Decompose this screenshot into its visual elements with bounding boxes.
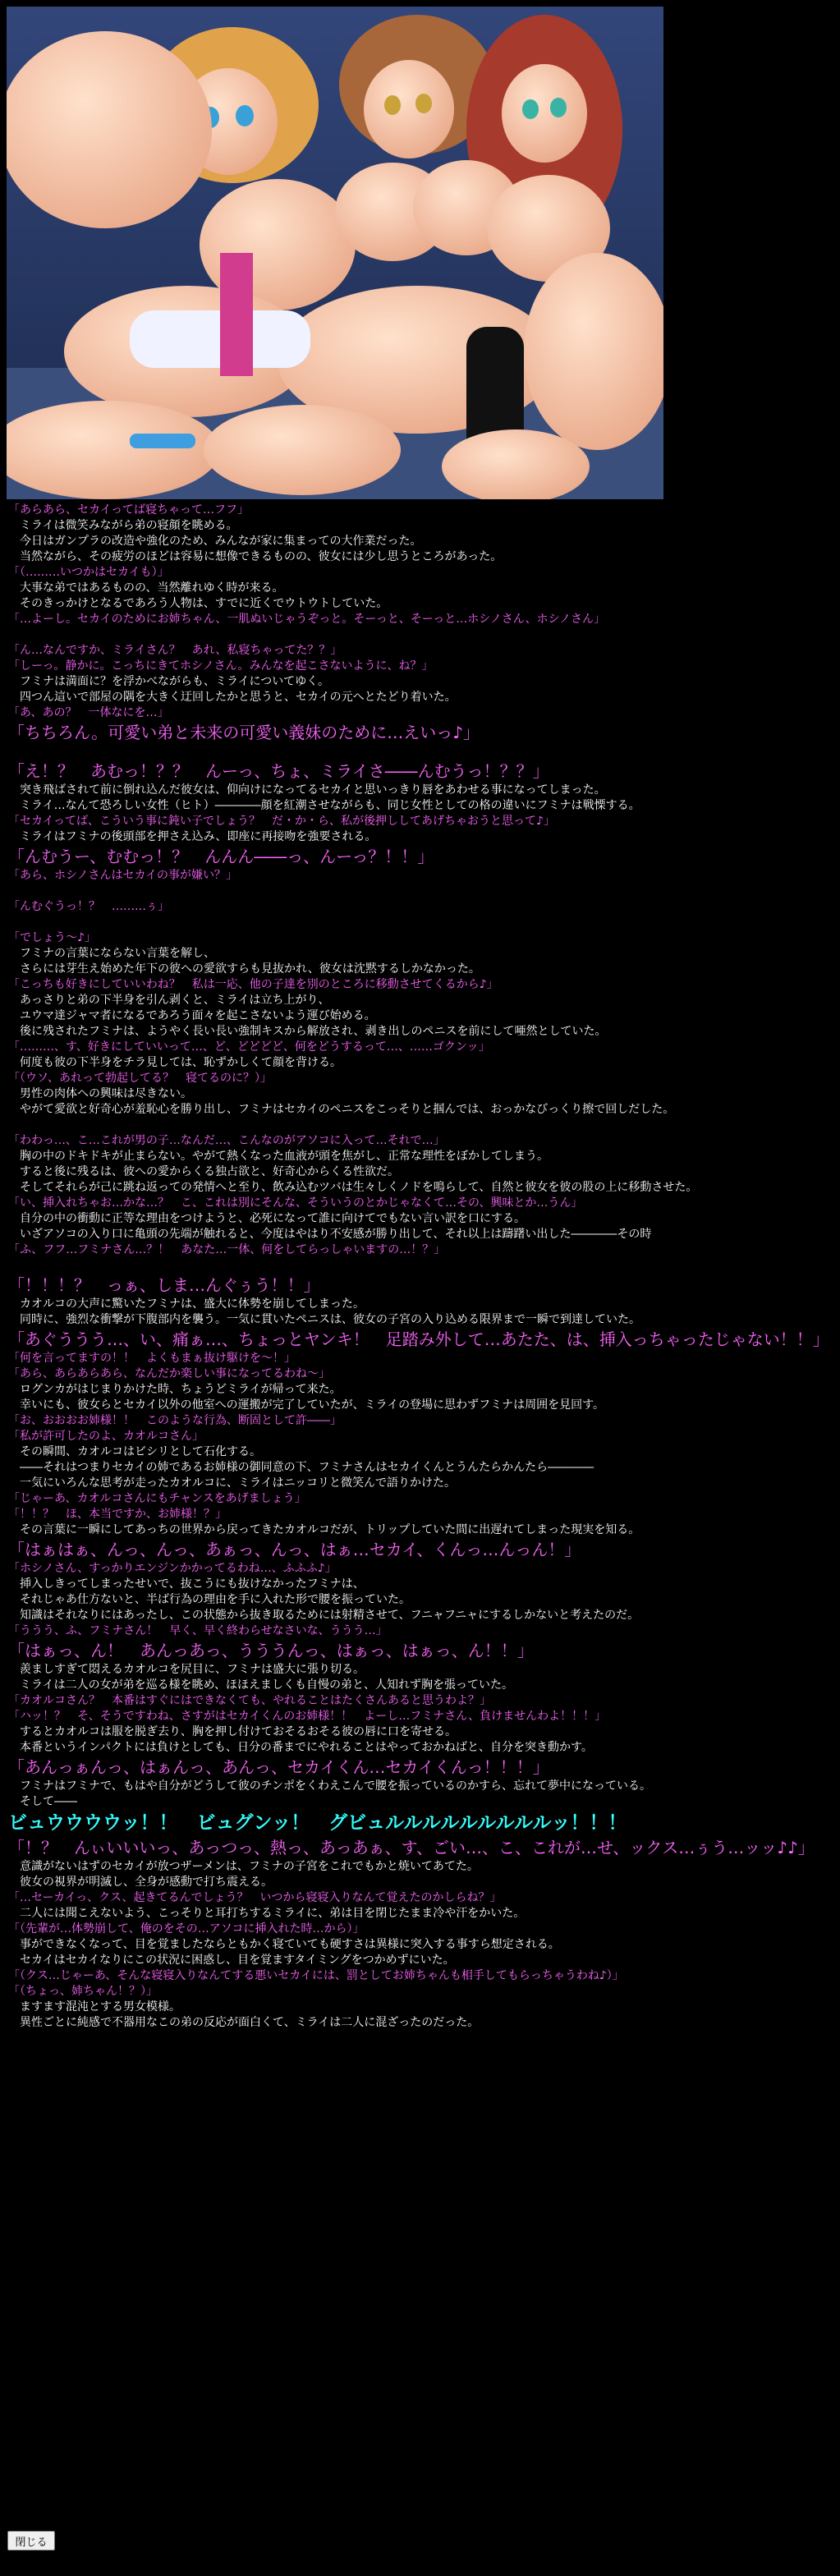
dialogue-line: 「あら、ホシノさんはセカイの事が嫌い？」 bbox=[8, 869, 238, 882]
paragraph-gap bbox=[8, 884, 833, 899]
narration-line: 二人には聞こえないよう、こっそりと耳打ちするミライに、弟は目を閉じたまま冷や汗をかいた。 bbox=[20, 1907, 526, 1920]
dialogue-line: 「！！！？ っぁ、しま…んぐぅう！！」 bbox=[8, 1275, 320, 1295]
narration-line: 羨ましすぎて悶えるカオルコを尻目に、フミナは盛大に張り切る。 bbox=[20, 1663, 365, 1676]
dialogue-line: 「あ、あの？ 一体なにを…」 bbox=[8, 706, 169, 719]
narration-line: あっさりと弟の下半身を引ん剥くと、ミライは立ち上がり、 bbox=[20, 994, 330, 1007]
dialogue-line: 「はぁはぁ、んっ、んっ、あぁっ、んっ、はぁ…セカイ、くんっ…んっん！」 bbox=[8, 1540, 581, 1559]
narration-line: その瞬間、カオルコはビシリとして石化する。 bbox=[20, 1445, 261, 1458]
dialogue-line: 「あらあら、セカイってば寝ちゃって…フフ」 bbox=[8, 503, 250, 517]
dialogue-line: 「こっちも好きにしていいわね？ 私は一応、他の子達を別のところに移動させてくるから♪」 bbox=[8, 978, 498, 991]
dialogue-line: 「セカイってば、こういう事に鈍い子でしょう？ だ・か・ら、私が後押ししてあげちゃおうと思って♪」 bbox=[8, 815, 555, 828]
dialogue-line: 「でしょう～♪」 bbox=[8, 931, 96, 944]
narration-line: するとカオルコは服を脱ぎ去り、胸を押し付けておそるおそる彼の唇に口を寄せる。 bbox=[20, 1725, 457, 1738]
paragraph-gap bbox=[8, 627, 833, 643]
dialogue-line: 「ちちろん。可愛い弟と未来の可愛い義妹のために…えいっ♪」 bbox=[8, 723, 480, 742]
narration-line: フミナの言葉にならない言葉を解し、 bbox=[20, 947, 215, 960]
dialogue-line: 「わわっ…、こ…これが男の子…なんだ…、こんなのがアソコに入って…それで…」 bbox=[8, 1134, 445, 1147]
dialogue-line: 「………、す、好きにしていいって…、ど、どどどど、何をどうするって…、……ゴクンッ」 bbox=[8, 1040, 490, 1054]
narration-line: ログンカがはじまりかけた時、ちょうどミライが帰って来た。 bbox=[20, 1383, 342, 1396]
narration-line: 今日はガンプラの改造や強化のため、みんなが家に集まっての大作業だった。 bbox=[20, 535, 422, 548]
narration-line: 当然ながら、その疲労のほどは容易に想像できるものの、彼女には少し思うところがあった。 bbox=[20, 550, 503, 563]
dialogue-line: 「お、おおおお姉様！！ このような行為、断固として許――」 bbox=[8, 1414, 342, 1427]
narration-line: 胸の中のドキドキが止まらない。やがて熱くなった血液が頭を焦がし、正常な理性をぼかしてしまう。 bbox=[20, 1150, 549, 1163]
dialogue-line: 「！？ んぃいいいっ、あっつっ、熱っ、あっあぁ、す、ごい…、こ、これが…せ、ックス…ぅう…ッッ♪♪」 bbox=[8, 1838, 815, 1857]
narration-line: ますます混沌とする男女模様。 bbox=[20, 2000, 181, 2014]
event-cg-image bbox=[7, 7, 663, 499]
narration-line: そしてそれらが己に跳ね返っての発情へと至り、飲み込むツバは生々しくノドを鳴らして、自然と彼女を彼の股の上に移動させた。 bbox=[20, 1181, 698, 1194]
dialogue-line: 「（クス…じゃーあ、そんな寝寝入りなんてする悪いセカイには、罰としてお姉ちゃんも相手してもらっちゃうわね♪）」 bbox=[8, 1969, 624, 1982]
dialogue-line: 「私が許可したのよ、カオルコさん」 bbox=[8, 1430, 204, 1443]
dialogue-line: 「あんっぁんっ、はぁんっ、あんっ、セカイくん…セカイくんっ！！！」 bbox=[8, 1757, 549, 1777]
narration-line: 幸いにも、彼女らとセカイ以外の他室への運搬が完了していたが、ミライの登場に思わずフミナは周囲を見回す。 bbox=[20, 1398, 605, 1412]
narration-line: 四つん這いで部屋の隅を大きく迂回したかと思うと、セカイの元へとたどり着いた。 bbox=[20, 691, 457, 704]
narration-line: それじゃあ仕方ないと、半ば行為の理由を手に入れた形で腰を振っていた。 bbox=[20, 1593, 411, 1606]
narration-line: 異性ごとに純感で不器用なこの弟の反応が面白くて、ミライは二人に混ざったのだった。 bbox=[20, 2016, 480, 2029]
narration-line: 大事な弟ではあるものの、当然離れゆく時が来る。 bbox=[20, 581, 284, 595]
dialogue-line: 「あら、あらあらあら、なんだか楽しい事になってるわね～」 bbox=[8, 1367, 330, 1380]
dialogue-line: 「はぁっ、ん！ あんっあっ、うううんっ、はぁっ、はぁっ、ん！！」 bbox=[8, 1641, 534, 1660]
dialogue-line: 「（ちょっ、姉ちゃん！？）」 bbox=[8, 1985, 158, 1998]
narration-line: 一気にいろんな思考が走ったカオルコに、ミライはニッコリと微笑んで語りかけた。 bbox=[20, 1476, 457, 1490]
narration-line: すると後に残るは、彼への愛からくる独占欲と、好奇心からくる性欲だ。 bbox=[20, 1165, 399, 1178]
paragraph-gap bbox=[8, 915, 833, 930]
dialogue-line: 「え！？ あむっ！？？ んーっ、ちょ、ミライさ――んむうっ！？？」 bbox=[8, 761, 549, 781]
narration-line: 突き飛ばされて前に倒れ込んだ彼女は、仰向けになってるセカイと思いっきり唇をあわせる事になってしまった。 bbox=[20, 783, 606, 797]
narration-line: そのきっかけとなるであろう人物は、すでに近くでウトウトしていた。 bbox=[20, 597, 388, 610]
dialogue-line: 「い、挿入れちゃお…かな…？ こ、これは別にそんな、そういうのとかじゃなくて…その、興味とか…うん」 bbox=[8, 1196, 583, 1210]
dialogue-line: 「ふ、フフ…フミナさん…？！ あなた…一体、何をしてらっしゃいますの…！？」 bbox=[8, 1243, 446, 1256]
dialogue-line: 「…よーし。セカイのためにお姉ちゃん、一肌ぬいじゃうぞっと。そーっと、そーっと…ホシノさん、ホシノさん」 bbox=[8, 613, 606, 626]
dialogue-line: 「（………いつかはセカイも）」 bbox=[8, 566, 169, 579]
narration-line: 男性の肉体への興味は尽きない。 bbox=[20, 1087, 192, 1100]
dialogue-line: ビュウウウウッ！！ ビュグンッ！ グビュルルルルルルルルルッ！！！ bbox=[8, 1812, 627, 1834]
dialogue-line: 「何を言ってますの！！ よくもまぁ抜け駆けを～！」 bbox=[8, 1352, 296, 1365]
paragraph-gap bbox=[8, 1258, 833, 1274]
narration-line: ――それはつまりセカイの姉であるお姉様の御同意の下、フミナさんはセカイくんとうんたらかんたら―――― bbox=[20, 1461, 594, 1474]
narration-line: ミライはフミナの後頭部を押さえ込み、即座に再接吻を強要される。 bbox=[20, 830, 377, 843]
dialogue-line: 「じゃーあ、カオルコさんにもチャンスをあげましょう」 bbox=[8, 1492, 306, 1505]
dialogue-line: 「あぐううう…、い、痛ぁ…、ちょっとヤンキ！ 足踏み外して…あたた、は、挿入っちゃったじゃない！！」 bbox=[8, 1329, 829, 1349]
narration-line: 同時に、強烈な衝撃が下腹部内を襲う。一気に貫いたペニスは、彼女の子宮の入り込める限界まで一瞬で到達していた。 bbox=[20, 1313, 640, 1326]
narration-line: 事ができなくなって、目を覚ましたならともかく寝ていても硬すさは異様に突入する事すら想定される。 bbox=[20, 1938, 560, 1951]
narration-line: フミナはフミナで、もはや自分がどうして彼のチンポをくわえこんで腰を振っているのかすら、忘れて夢中になっている。 bbox=[20, 1779, 652, 1793]
paragraph-gap bbox=[8, 1118, 833, 1133]
dialogue-line: 「（先輩が…体勢崩して、俺のをその…アソコに挿入れた時…から）」 bbox=[8, 1922, 365, 1935]
dialogue-line: 「ホシノさん、すっかりエンジンかかってるわね…、ふふふ♪」 bbox=[8, 1562, 337, 1575]
narration-line: セカイはセカイなりにこの状況に困惑し、目を覚ますタイミングをつかめずにいた。 bbox=[20, 1954, 455, 1967]
dialogue-line: 「しーっ。静かに。こっちにきてホシノさん。みんなを起こさないように、ね？」 bbox=[8, 659, 434, 673]
narration-line: さらには芽生え始めた年下の彼への愛欲すらも見抜かれ、彼女は沈黙するしかなかった。 bbox=[20, 962, 480, 976]
narration-line: そして―― bbox=[20, 1795, 77, 1808]
dialogue-line: 「（ウソ、あれって勃起してる？ 寝てるのに？）」 bbox=[8, 1072, 273, 1085]
narration-line: 後に残されたフミナは、ようやく長い長い強制キスから解放され、剥き出しのペニスを前にして唖然としていた。 bbox=[20, 1025, 607, 1038]
dialogue-line: 「！！？ ほ、本当ですか、お姉様！？」 bbox=[8, 1508, 227, 1521]
narration-line: 挿入しきってしまったせいで、抜こうにも抜けなかったフミナは、 bbox=[20, 1577, 365, 1591]
narration-line: いざアソコの入り口に亀頭の先端が触れると、今度はやはり不安感が勝り出して、それ以上は躊躇い出した――――その時 bbox=[20, 1228, 652, 1241]
dialogue-line: 「…セーカイっ、クス、起きてるんでしょう？ いつから寝寝入りなんて覚えたのかしらね？」 bbox=[8, 1891, 502, 1904]
story-text bbox=[8, 503, 833, 2031]
narration-line: ミライ…なんて恐ろしい女性（ヒト）――――顔を紅潮させながらも、同じ女性としての格の違いにフミナは戦慄する。 bbox=[20, 799, 640, 812]
narration-line: ミライは二人の女が弟を巡る様を眺め、ほほえましくも自慢の弟と、人知れず胸を張っていた。 bbox=[20, 1678, 514, 1692]
narration-line: カオルコの大声に驚いたフミナは、盛大に体勢を崩してしまった。 bbox=[20, 1297, 365, 1311]
narration-line: ユウマ達ジャマ者になるであろう面々を起こさないよう運び始める。 bbox=[20, 1009, 376, 1022]
paragraph-gap bbox=[8, 744, 833, 760]
narration-line: 本番というインパクトには負けとしても、日分の番までにやれることはやっておかねばと、自分を突き動かす。 bbox=[20, 1741, 593, 1754]
narration-line: 自分の中の衝動に正等な理由をつけようと、必死になって誰に向けてでもない言い訳を口にする。 bbox=[20, 1212, 526, 1225]
close-button[interactable]: 閉じる bbox=[7, 2531, 55, 2551]
narration-line: 何度も彼の下半身をチラ見しては、恥ずかしくて顔を背ける。 bbox=[20, 1056, 342, 1069]
narration-line: その言葉に一瞬にしてあっちの世界から戻ってきたカオルコだが、トリップしていた間に出遅れてしまった現実を知る。 bbox=[20, 1523, 640, 1536]
narration-line: 彼女の視界が明滅し、全身が感動で打ち震える。 bbox=[20, 1876, 273, 1889]
dialogue-line: 「カオルコさん？ 本番はすぐにはできなくても、やれることはたくさんあると思うわよ？」 bbox=[8, 1694, 491, 1707]
narration-line: 意識がないはずのセカイが放つザーメンは、フミナの子宮をこれでもかと焼いてあてた。 bbox=[20, 1860, 479, 1873]
dialogue-line: 「ハッ！？ そ、そうですわね、さすがはセカイくんのお姉様！！ よーし…フミナさん、負けませんわよ！！！」 bbox=[8, 1710, 607, 1723]
dialogue-line: 「んむぐうっ！？ ………ぅ」 bbox=[8, 900, 169, 913]
narration-line: フミナは満面に？を浮かべながらも、ミライについてゆく。 bbox=[20, 675, 330, 688]
dialogue-line: 「ううう、ふ、フミナさん！ 早く、早く終わらせなさいな、ううう…」 bbox=[8, 1624, 388, 1637]
dialogue-line: 「ん…なんですか、ミライさん？ あれ、私寝ちゃってた？？」 bbox=[8, 644, 342, 657]
narration-line: ミライは微笑みながら弟の寝顔を眺める。 bbox=[20, 519, 238, 532]
cg-artwork bbox=[7, 7, 663, 499]
dialogue-line: 「んむうー、むむっ！？ んんん――っ、んーっ？！！」 bbox=[8, 847, 434, 866]
narration-line: やがて愛欲と好奇心が羞恥心を勝り出し、フミナはセカイのペニスをこっそりと掴んでは、おっかなびっくり擦で回しだした。 bbox=[20, 1103, 675, 1116]
narration-line: 知識はそれなりにはあったし、この状態から抜き取るためには射精させて、フニャフニャにするしかないと考えたのだ。 bbox=[20, 1609, 640, 1622]
